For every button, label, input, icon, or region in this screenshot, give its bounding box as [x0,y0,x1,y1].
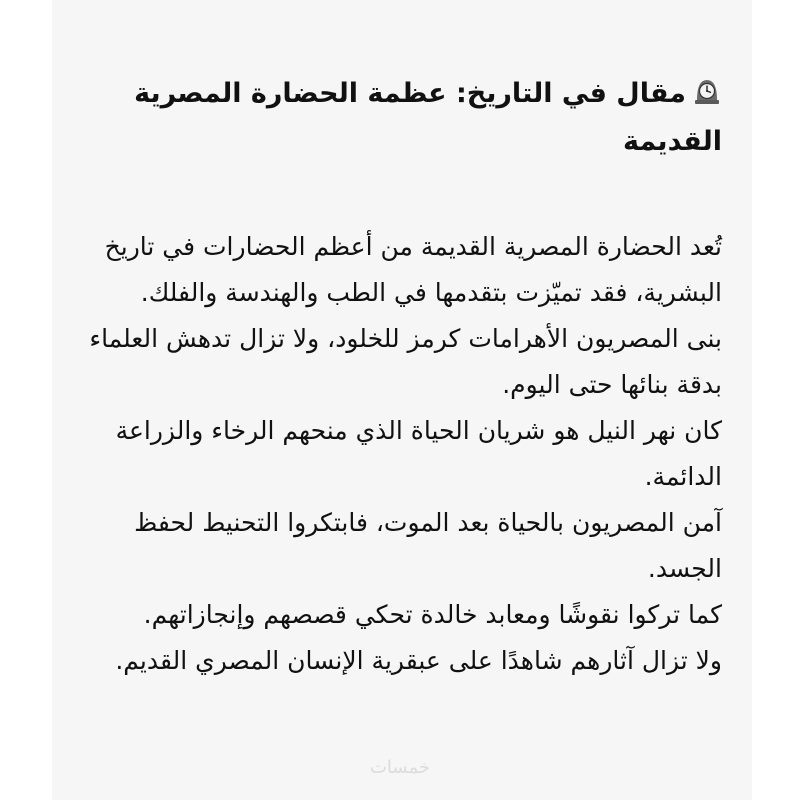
article [72,70,722,684]
paragraph: ولا تزال آثارهم شاهدًا على عبقرية الإنسان المصري القديم. [115,646,722,675]
paragraph: كما تركوا نقوشًا ومعابد خالدة تحكي قصصهم وإنجازاتهم. [143,600,722,629]
paragraph: كان نهر النيل هو شريان الحياة الذي منحهم الرخاء والزراعة الدائمة. [115,416,722,491]
article-title-text: مقال في التاريخ: عظمة الحضارة المصرية القديمة [134,78,722,157]
article-body [72,224,722,684]
paragraph: تُعد الحضارة المصرية القديمة من أعظم الحضارات في تاريخ البشرية، فقد تميّزت بتقدمها في الطب والهندسة والفلك. [104,232,722,307]
paragraph: بنى المصريون الأهرامات كرمز للخلود، ولا تزال تدهش العلماء بدقة بنائها حتى اليوم. [89,324,722,399]
watermark-logo: خمسات [369,757,431,778]
mantelpiece-clock-icon [692,74,722,104]
article-title [72,70,722,166]
paragraph: آمن المصريون بالحياة بعد الموت، فابتكروا التحنيط لحفظ الجسد. [134,508,722,583]
